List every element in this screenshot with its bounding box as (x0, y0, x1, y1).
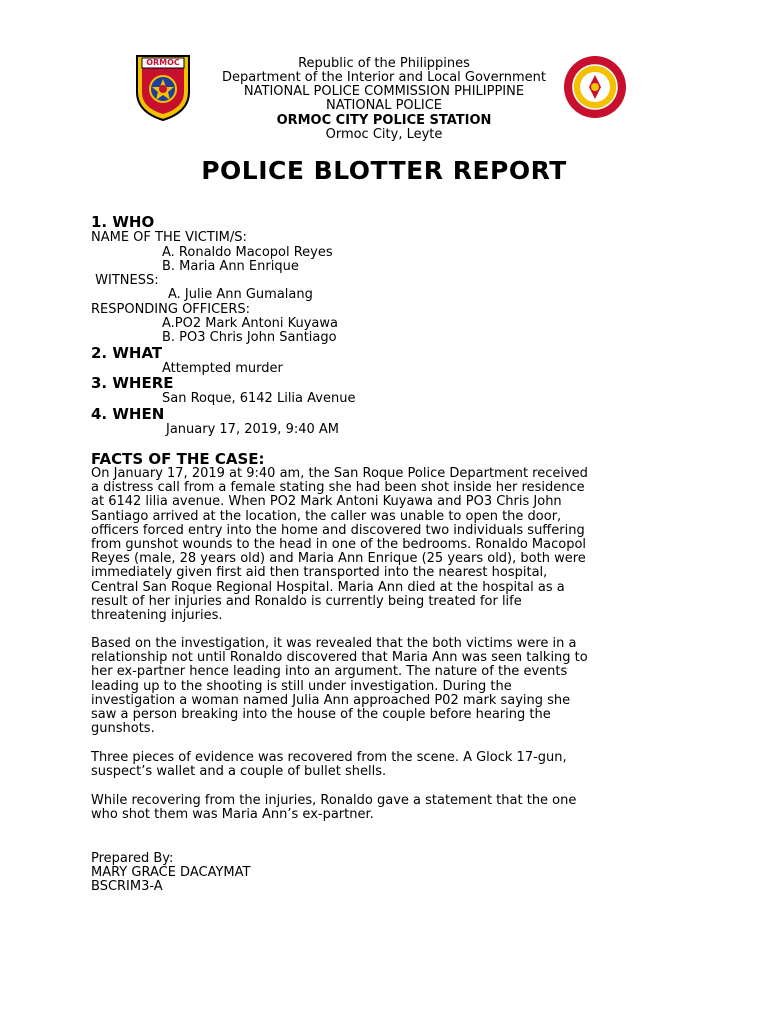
facts-line: a distress call from a female stating she had been shot inside her residence (91, 480, 585, 496)
what-heading: 2. WHAT (91, 344, 163, 362)
facts-line: at 6142 lilia avenue. When PO2 Mark Antoni Kuyawa and PO3 Chris John (91, 494, 562, 510)
facts-line: Three pieces of evidence was recovered from the scene. A Glock 17-gun, (91, 750, 567, 765)
who-heading: 1. WHO (91, 213, 155, 231)
facts-line: her ex-partner hence leading into an argument. The nature of the events (91, 664, 568, 680)
facts-line: Reyes (male, 28 years old) and Maria Ann Enrique (25 years old), both were (91, 551, 586, 567)
facts-line: Central San Roque Regional Hospital. Maria Ann died at the hospital as a (91, 579, 565, 595)
prepared-label: Prepared By: (91, 851, 174, 866)
facts-line: On January 17, 2019 at 9:40 am, the San Roque Police Department received (91, 466, 588, 481)
facts-line: While recovering from the injuries, Ronaldo gave a statement that the one (91, 793, 577, 808)
header-napolcom: NATIONAL POLICE COMMISSION PHILIPPINE (243, 84, 525, 99)
page-title: POLICE BLOTTER REPORT (201, 156, 567, 185)
officer-b: B. PO3 Chris John Santiago (162, 330, 337, 345)
facts-line: who shot them was Maria Ann’s ex-partner. (91, 807, 374, 823)
where-heading: 3. WHERE (91, 374, 174, 392)
facts-line: immediately given first aid then transported into the nearest hospital, (91, 565, 548, 581)
facts-line: investigation a woman named Julia Ann approached P02 mark saying she (91, 692, 571, 708)
facts-line: Based on the investigation, it was revealed that the both victims were in a (91, 636, 577, 651)
prepared-name: MARY GRACE DACAYMAT (91, 865, 251, 880)
header-department: Department of the Interior and Local Government (222, 70, 546, 85)
witness-label: WITNESS: (91, 273, 159, 288)
header-national-police: NATIONAL POLICE (325, 98, 443, 113)
where-value: San Roque, 6142 Lilia Avenue (162, 391, 356, 406)
facts-line: suspect’s wallet and a couple of bullet shells. (91, 764, 387, 780)
facts-paragraph-2 (91, 637, 671, 736)
header-republic: Republic of the Philippines (298, 56, 470, 71)
facts-line: threatening injuries. (91, 608, 223, 624)
logo-ormoc-text: ORMOC (146, 58, 180, 67)
victim-a: A. Ronaldo Macopol Reyes (162, 245, 333, 260)
victim-b: B. Maria Ann Enrique (162, 259, 299, 274)
facts-line: officers forced entry into the home and discovered two individuals suffering (91, 522, 585, 538)
officer-a: A.PO2 Mark Antoni Kuyawa (162, 316, 339, 331)
facts-paragraph-1 (91, 467, 671, 623)
facts-line: gunshots. (91, 721, 155, 737)
when-value: January 17, 2019, 9:40 AM (166, 422, 340, 437)
facts-line: relationship not until Ronaldo discovered that Maria Ann was seen talking to (91, 650, 588, 666)
facts-line: Santiago arrived at the location, the caller was unable to open the door, (91, 508, 562, 524)
officers-label: RESPONDING OFFICERS: (91, 302, 251, 317)
prepared-course: BSCRIM3-A (91, 879, 163, 894)
witness-a: A. Julie Ann Gumalang (168, 287, 313, 302)
header-city: Ormoc City, Leyte (325, 127, 443, 142)
facts-line: leading up to the shooting is still under investigation. During the (91, 678, 512, 694)
what-value: Attempted murder (162, 361, 283, 376)
facts-heading: FACTS OF THE CASE: (91, 450, 265, 468)
when-heading: 4. WHEN (91, 405, 165, 423)
facts-line: from gunshot wounds to the head in one of the bedrooms. Ronaldo Macopol (91, 537, 587, 553)
victims-label: NAME OF THE VICTIM/S: (91, 230, 247, 245)
facts-paragraph-4 (91, 794, 671, 822)
facts-paragraph-3 (91, 751, 671, 779)
facts-line: result of her injuries and Ronaldo is currently being treated for life (91, 593, 522, 609)
facts-line: saw a person breaking into the house of the couple before hearing the (91, 707, 551, 723)
header-station: ORMOC CITY POLICE STATION (276, 113, 492, 128)
